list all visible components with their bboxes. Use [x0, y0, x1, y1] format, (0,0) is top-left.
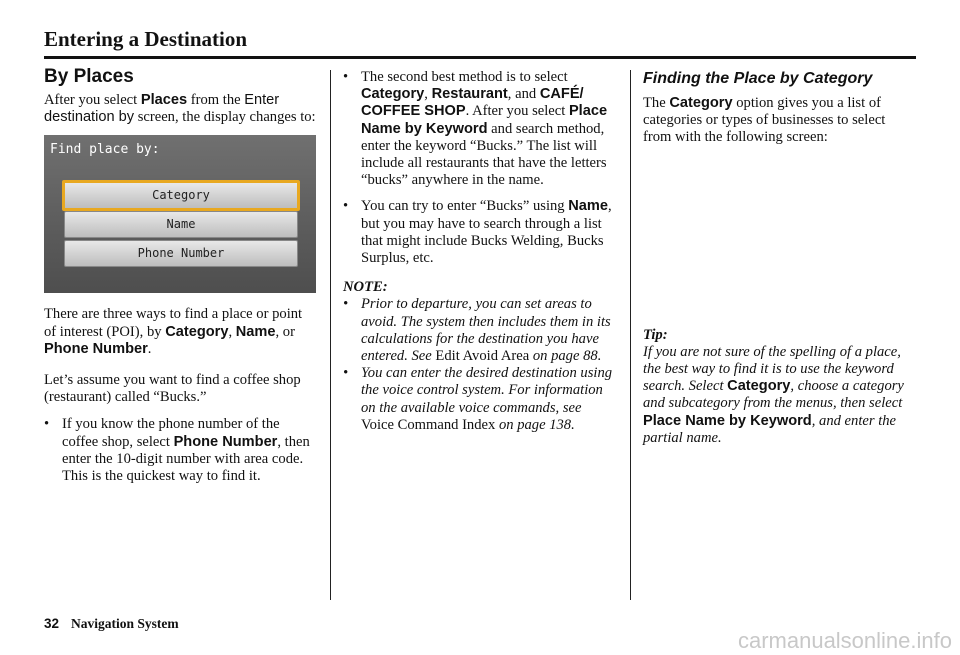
bullet-marker: • — [343, 296, 349, 313]
note-label: NOTE: — [343, 279, 388, 296]
ui-term: Category — [165, 323, 229, 340]
column-3 — [643, 69, 915, 447]
text: If you are not sure of the spelling of a place, the best way to find it is to use the keyword search. Select — [643, 343, 901, 395]
phone-number-button[interactable]: Phone Number — [64, 240, 298, 267]
text: , choose a category and subcategory from the menus, then select — [643, 378, 904, 412]
ui-term: Place Name by Keyword — [643, 412, 812, 429]
tip-label: Tip: — [643, 326, 668, 343]
text: The — [643, 95, 670, 111]
text: You can enter the desired destination using the voice control system. For information on the available voice commands, see — [361, 365, 613, 416]
text: , and — [507, 86, 540, 103]
ui-term: Phone Number — [173, 433, 278, 450]
page-number: 32 — [44, 616, 60, 631]
section-heading: By Places — [44, 66, 134, 87]
page-header-title: Entering a Destination — [44, 27, 248, 51]
screen-title: Find place by: — [50, 142, 160, 158]
watermark: carmanualsonline.info — [737, 628, 952, 653]
ways-paragraph — [44, 306, 316, 358]
text: , — [228, 323, 236, 340]
find-place-screen — [44, 135, 316, 293]
intro-paragraph — [44, 92, 316, 126]
bullet-item — [343, 69, 615, 189]
screen-placeholder — [643, 147, 915, 327]
text: , — [424, 86, 432, 103]
ui-term: CAFÉ/ COFFEE SHOP — [361, 86, 584, 120]
text: option gives you a list of categories or types of businesses to select from with the following screen: — [643, 95, 886, 146]
ui-term-places: Places — [140, 92, 188, 108]
ui-term: Restaurant — [431, 86, 508, 103]
column-1 — [44, 66, 316, 485]
note-item — [343, 365, 615, 434]
ui-term: Place Name by Keyword — [361, 103, 608, 137]
text: . After you select — [465, 103, 569, 120]
ui-term: Category — [727, 378, 791, 395]
text: and search method, enter the keyword “Bucks.” The list will include all restaurants that have the letters “bucks” anywhere in the name. — [361, 120, 607, 189]
header-rule — [44, 56, 916, 59]
text: There are three ways to find a place or point of interest (POI), by — [44, 306, 303, 340]
text: from the — [187, 92, 245, 108]
text: The second best method is to select — [361, 69, 568, 85]
footer-section: Navigation System — [71, 616, 179, 631]
text: on page 88. — [529, 348, 602, 365]
text: , then enter the 10-digit number with area code. This is the quickest way to find it. — [62, 433, 310, 485]
column-divider-1 — [330, 70, 331, 600]
ui-term: Category — [361, 86, 425, 103]
text: on page 138. — [495, 416, 575, 433]
ui-term-enter-destination-by: Enter destination by — [44, 92, 280, 126]
column-2 — [343, 69, 615, 434]
bullet-item — [343, 198, 615, 267]
text: screen, the display changes to: — [134, 109, 316, 126]
cross-reference: Edit Avoid Area — [435, 348, 530, 365]
category-button[interactable]: Category — [62, 180, 300, 211]
subsection-heading: Finding the Place by Category — [643, 70, 873, 87]
bullet-marker: • — [343, 198, 349, 215]
column-divider-2 — [630, 70, 631, 600]
bullet-item — [44, 416, 316, 485]
page-footer — [44, 616, 179, 632]
bullet-marker: • — [343, 69, 349, 85]
bullet-marker: • — [44, 416, 50, 433]
ui-term: Name — [568, 198, 609, 215]
text: After you select — [44, 92, 141, 108]
text: , and enter the partial name. — [643, 412, 897, 446]
text: , but you may have to search through a list that might include Bucks Welding, Bucks Surplus, etc. — [361, 198, 612, 267]
ui-term: Phone Number — [44, 340, 148, 357]
text: You can try to enter “Bucks” using — [361, 198, 569, 215]
bullet-marker: • — [343, 365, 349, 382]
text: Prior to departure, you can set areas to avoid. The system then includes them in its calculations for the destination you have entered. See — [361, 296, 611, 365]
text: , or — [275, 323, 295, 340]
assume-paragraph: Let’s assume you want to find a coffee shop (restaurant) called “Bucks.” — [44, 372, 301, 406]
text: . — [147, 340, 152, 357]
note-item — [343, 296, 615, 365]
text: If you know the phone number of the coffee shop, select — [62, 416, 280, 450]
tip-paragraph — [643, 344, 915, 447]
ui-term: Name — [235, 323, 276, 340]
ui-term: Category — [669, 95, 733, 111]
cross-reference: Voice Command Index — [361, 416, 496, 433]
category-paragraph — [643, 95, 915, 147]
name-button[interactable]: Name — [64, 211, 298, 238]
